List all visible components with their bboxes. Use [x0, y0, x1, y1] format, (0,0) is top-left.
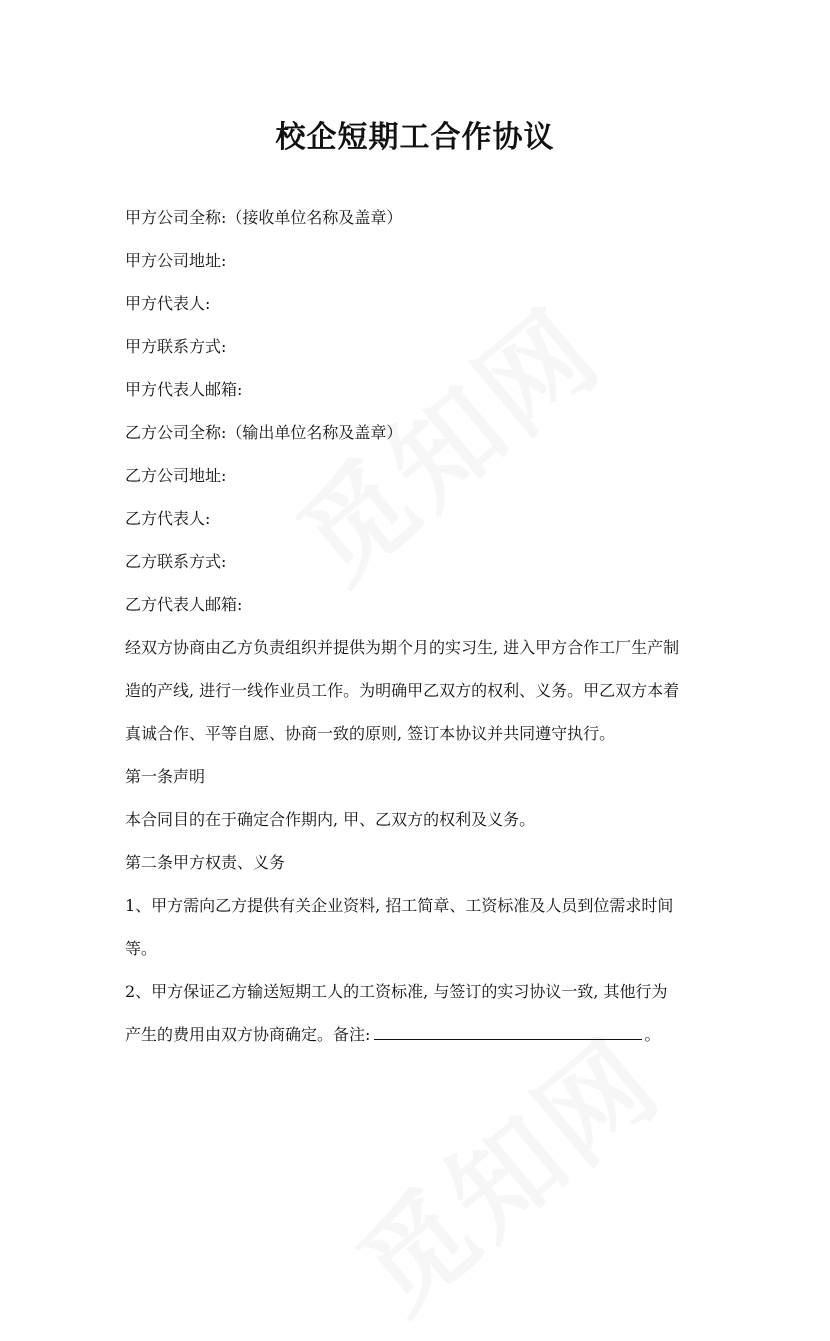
party-a-email: 甲方代表人邮箱:	[125, 380, 243, 399]
intro-line: 真诚合作、平等自愿、协商一致的原则, 签订本协议并共同遵守执行。	[125, 724, 616, 743]
intro-line: 造的产线, 进行一线作业员工作。为明确甲乙双方的权利、义务。甲乙双方本着	[125, 681, 680, 700]
article-1-text: 本合同目的在于确定合作期内, 甲、乙双方的权利及义务。	[125, 810, 536, 829]
remark-suffix: 。	[644, 1025, 661, 1044]
remark-blank-line[interactable]	[374, 1023, 642, 1040]
party-b-company-name: 乙方公司全称:（输出单位名称及盖章）	[125, 423, 403, 442]
party-a-contact: 甲方联系方式:	[125, 337, 227, 356]
article-1-heading: 第一条声明	[125, 767, 206, 786]
document-body	[125, 196, 725, 1056]
article-2-heading: 第二条甲方权责、义务	[125, 853, 286, 872]
article-2-item-1-line: 1、甲方需向乙方提供有关企业资料, 招工简章、工资标准及人员到位需求时间	[125, 896, 674, 915]
remark-prefix: 产生的费用由双方协商确定。备注:	[125, 1025, 371, 1044]
article-2-item-1-line: 等。	[125, 939, 158, 958]
article-2-item-2-line	[125, 1013, 725, 1056]
party-a-representative: 甲方代表人:	[125, 294, 211, 313]
party-b-email: 乙方代表人邮箱:	[125, 595, 243, 614]
article-2-item-2-line: 2、甲方保证乙方输送短期工人的工资标准, 与签订的实习协议一致, 其他行为	[125, 982, 668, 1001]
party-b-address: 乙方公司地址:	[125, 466, 227, 485]
intro-line: 经双方协商由乙方负责组织并提供为期个月的实习生, 进入甲方合作工厂生产制	[125, 638, 680, 657]
party-b-contact: 乙方联系方式:	[125, 552, 227, 571]
party-a-address: 甲方公司地址:	[125, 251, 227, 270]
party-a-company-name: 甲方公司全称:（接收单位名称及盖章）	[125, 208, 403, 227]
party-b-representative: 乙方代表人:	[125, 509, 211, 528]
document-title: 校企短期工合作协议	[275, 120, 555, 155]
